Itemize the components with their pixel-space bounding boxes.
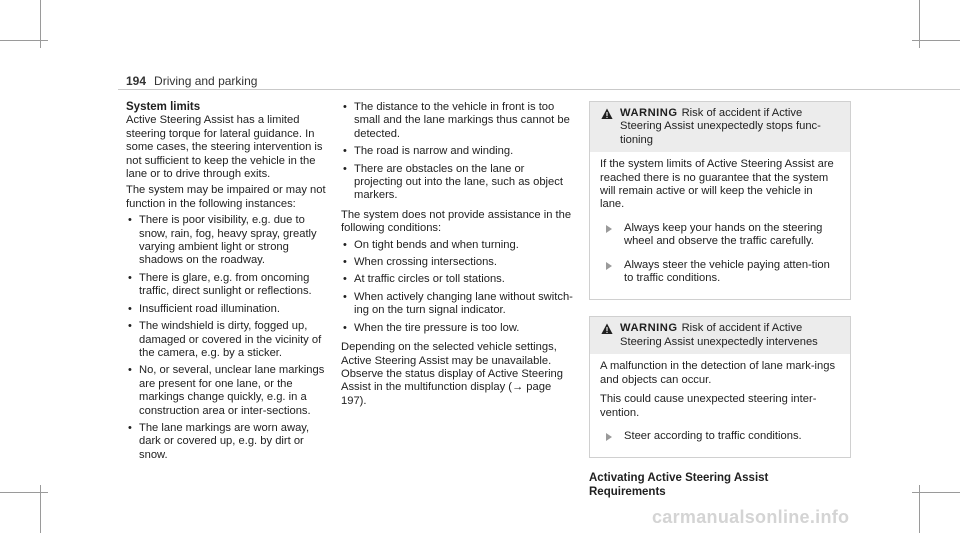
limits-list-continued (341, 101, 573, 203)
step-text: Always steer the vehicle paying atten-tion to traffic conditions. (624, 258, 830, 285)
conditions-list (341, 239, 573, 335)
page-header (126, 74, 257, 88)
warning-body (590, 152, 850, 299)
list-item: • When the tire pressure is too low. (341, 322, 573, 335)
list-item: • When actively changing lane without switch-ing on the turn signal indicator. (341, 291, 573, 318)
warning-title: Risk of accident if Active Steering Assist unexpectedly intervenes (620, 322, 818, 348)
list-item: • At traffic circles or toll stations. (341, 273, 573, 286)
list-item: • The windshield is dirty, fogged up, damaged or covered in the vicinity of the camera, e.g. by a sticker. (126, 320, 326, 360)
warning-triangle-icon (601, 323, 613, 335)
list-item: • There are obstacles on the lane or projecting out into the lane, such as object markers. (341, 163, 573, 203)
arrow-right-icon (606, 262, 612, 270)
crop-mark (912, 492, 960, 493)
warning-label: WARNING (620, 107, 678, 119)
warning-text: If the system limits of Active Steering Assist are reached there is no guarantee that the system will remain active or will keep the vehicle in lane. (600, 158, 834, 211)
warning-box-1 (589, 101, 851, 300)
crop-mark (912, 40, 960, 41)
warning-header (590, 317, 850, 354)
list-item: • The road is narrow and winding. (341, 145, 573, 158)
column-1 (126, 101, 326, 468)
warning-title: Risk of accident if Active Steering Assist unexpectedly stops func-tioning (620, 107, 821, 146)
step-text: Steer according to traffic conditions. (624, 429, 802, 442)
warning-text: This could cause unexpected steering inter-vention. (600, 393, 817, 419)
list-item: • There is glare, e.g. from oncoming traffic, direct sunlight or reflections. (126, 272, 326, 299)
instruction-step (600, 259, 840, 286)
no-assist-text: The system does not provide assistance in the following conditions: (341, 208, 572, 235)
list-item: • No, or several, unclear lane markings are present for one lane, or the markings change quickly, e.g. in a construction area or inter-sections. (126, 364, 326, 418)
list-item: • Insufficient road illumination. (126, 303, 326, 316)
header-rule (118, 89, 960, 90)
warning-label: WARNING (620, 322, 678, 335)
list-item: • When crossing intersections. (341, 256, 573, 269)
arrow-right-icon (606, 225, 612, 233)
list-item: • The lane markings are worn away, dark or covered up, e.g. by dirt or snow. (126, 422, 326, 462)
crop-mark (0, 492, 48, 493)
warning-text: A malfunction in the detection of lane mark-ings and objects can occur. (600, 360, 836, 386)
page-number: 194 (126, 74, 147, 88)
section-heading: System limits (126, 101, 201, 113)
warning-header (590, 102, 850, 152)
section-name: Driving and parking (154, 74, 258, 88)
arrow-right-icon (606, 433, 612, 441)
instruction-step (600, 430, 840, 443)
crop-mark (0, 40, 48, 41)
impair-text: The system may be impaired or may not function in the following instances: (126, 184, 326, 210)
list-item: • The distance to the vehicle in front is too small and the lane markings thus cannot be detected. (341, 101, 573, 141)
list-item: • On tight bends and when turning. (341, 239, 573, 252)
section-title: Activating Active Steering Assist (589, 472, 769, 485)
limits-list (126, 214, 326, 462)
intro-text: Active Steering Assist has a limited steering torque for lateral guidance. In some cases, the steering intervention is not sufficient to keep the vehicle in the lane or to drive through exits. (126, 114, 323, 181)
step-text: Always keep your hands on the steering wheel and observe the traffic carefully. (624, 221, 823, 248)
section-heading (589, 472, 851, 499)
depending-text: Depending on the selected vehicle settings, Active Steering Assist may be unavailable. Observe the status display of Active Steering Assist in the multifunction display (→ page 197). (341, 341, 564, 407)
warning-body (590, 354, 850, 457)
watermark-text: carmanualsonline.info (652, 507, 850, 527)
warning-box-2 (589, 316, 851, 458)
column-3 (589, 101, 851, 499)
warning-triangle-icon (601, 108, 613, 120)
list-item: • There is poor visibility, e.g. due to snow, rain, fog, heavy spray, greatly varying ambient light or strong shadows on the roadway. (126, 214, 326, 268)
column-2 (341, 101, 573, 411)
section-subtitle: Requirements (589, 485, 666, 498)
instruction-step (600, 222, 840, 249)
